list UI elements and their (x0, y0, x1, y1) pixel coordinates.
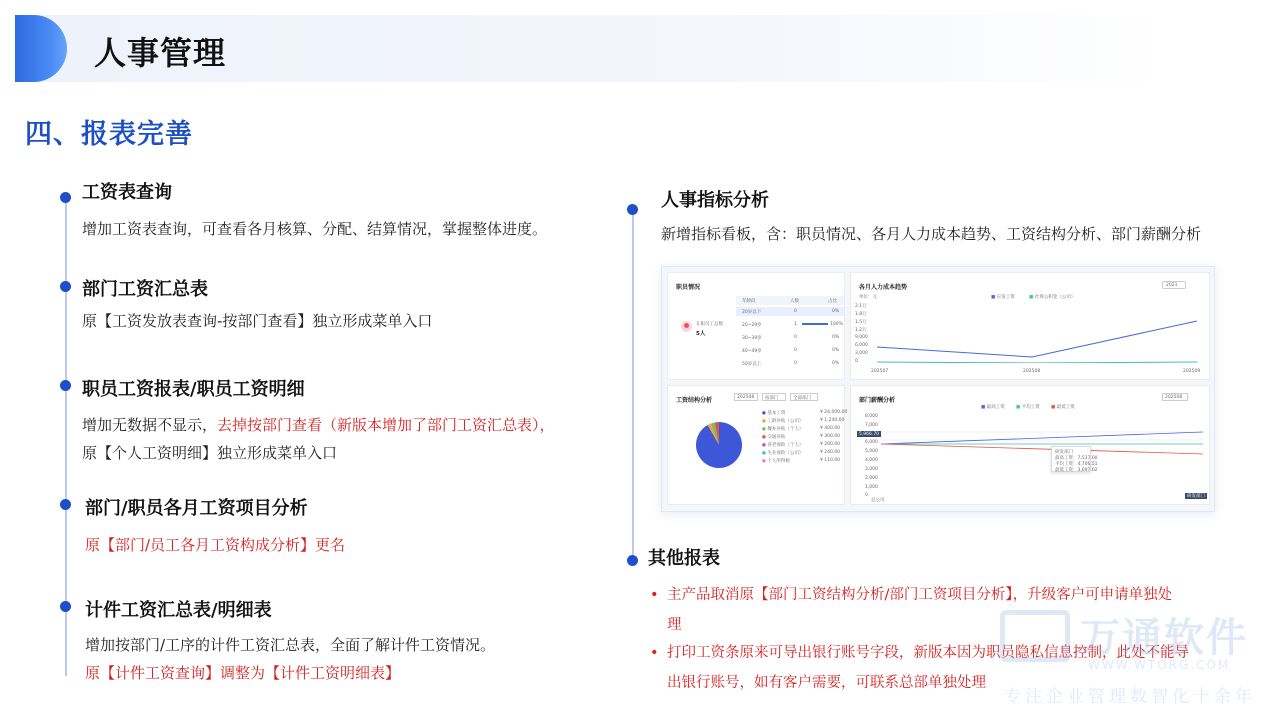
legend-item: ● 餐补补贴（个人） ¥ 400.00 (762, 426, 841, 432)
other-bullet-1: 主产品取消原【部门工资结构分析/部门工资项目分析】，升级客户可申请单独处 理 (667, 587, 1173, 633)
item-text-staff-report-line2: 原【个人工资明细】独立形成菜单入口 (82, 444, 338, 462)
user-icon (681, 321, 692, 332)
legend-item: ● 失业保险（公司） ¥ 240.00 (762, 450, 841, 456)
legend-item: ● 基本工资 ¥ 24,000.00 (762, 410, 848, 416)
legend-item: ■ 最低工资 (1051, 405, 1075, 410)
item-text-dept-summary: 原【工资发放表查询-按部门查看】独立形成菜单入口 (82, 312, 433, 330)
col-header: 人数 (790, 299, 799, 304)
item-title-kpi: 人事指标分析 (661, 190, 769, 211)
other-bullet-2: 打印工资条原来可导出银行账号字段，新版本因为职员隐私信息控制，此处不能导 出银行账号，如有客户需要，可联系总部单独处理 (667, 645, 1189, 691)
legend-item: ■ 应发工资 (991, 295, 1015, 300)
panel-dept-pay-title: 部门薪酬分析 (859, 397, 896, 404)
y-tick: 2.1万 (855, 304, 867, 309)
y-tick: 4,000 (865, 458, 878, 463)
item-text-salary-query: 增加工资表查询，可查看各月核算、分配、结算情况，掌握整体进度。 (82, 220, 548, 238)
y-tick: 8,000 (865, 414, 878, 419)
y-tick: 1.2万 (855, 328, 867, 333)
year-select[interactable]: 2021 (1162, 281, 1186, 289)
dept-select[interactable]: 全部部门 (790, 393, 818, 401)
timeline-dot (60, 380, 71, 391)
timeline-dot (60, 192, 71, 203)
dept-pay-lines (881, 416, 1203, 496)
item-title-dept-summary: 部门工资汇总表 (82, 279, 208, 300)
y-tick: 3,000 (865, 467, 878, 472)
timeline-dot (627, 555, 638, 566)
timeline-dot (60, 601, 71, 612)
y-tick: 6,000 (855, 343, 868, 348)
legend-item: ● 个人所得税 ¥ 110.00 (762, 458, 841, 464)
table-row[interactable]: 20岁以下 0 0% (736, 307, 844, 316)
item-title-salary-query: 工资表查询 (82, 182, 172, 203)
timeline-line-right (632, 210, 634, 560)
x-tick: 202509 (1183, 369, 1201, 374)
y-tick: 1.5万 (855, 320, 867, 325)
table-row[interactable]: 40~49岁 0 0% (742, 348, 840, 354)
table-header (736, 296, 844, 305)
period-select[interactable]: 202508 (734, 393, 758, 401)
group-select[interactable]: 按部门 (762, 393, 786, 401)
y-tick: 1.8万 (855, 312, 867, 317)
table-row[interactable]: 20~29岁 1 100% (742, 322, 843, 328)
y-tick: 2,000 (865, 476, 878, 481)
x-tick: 202508 (1023, 369, 1041, 374)
item-text-staff-report-line1: 增加无数据不显示，去掉按部门查看（新版本增加了部门工资汇总表）， (82, 416, 555, 434)
table-row[interactable]: 30~39岁 0 0% (742, 335, 840, 341)
y-tick: 7,000 (865, 423, 878, 428)
y-tick: 6,000 (865, 440, 878, 445)
item-title-other-reports: 其他报表 (648, 548, 720, 569)
y-tick: 1,000 (865, 485, 878, 490)
table-row[interactable]: 50岁以上 0 0% (742, 361, 840, 367)
watermark-slogan: 专注企业管理数智化十余年 (1004, 687, 1256, 707)
share-bar (802, 323, 828, 325)
legend-item: ■ 平均工资 (1016, 405, 1040, 410)
brand-logo-icon (1000, 610, 1070, 662)
y-marker: 5,966.70 (859, 432, 880, 437)
item-title-piecework: 计件工资汇总表/明细表 (85, 600, 272, 621)
page-title: 人事管理 (94, 34, 227, 72)
col-header: 年龄段 (742, 299, 756, 304)
watermark (1000, 600, 1265, 710)
y-tick: 3,000 (855, 351, 868, 356)
legend-item: ● 工龄补贴（公司） ¥ 1,240.00 (762, 418, 845, 424)
y-tick: 0 (865, 493, 868, 498)
item-text-piecework-line1: 增加按部门/工序的计件工资汇总表，全面了解计件工资情况。 (85, 636, 496, 654)
panel-structure-title: 工资结构分析 (676, 397, 713, 404)
y-tick: 0 (855, 359, 858, 364)
y-tick: 5,000 (865, 449, 878, 454)
staff-count: 5人 (696, 331, 706, 337)
legend-item: ● 交通补贴 ¥ 300.00 (762, 434, 841, 440)
watermark-url: WWW.WTORG.COM (1088, 658, 1231, 672)
panel-dept-pay (850, 385, 1210, 505)
watermark-brand: 万通软件 (1080, 615, 1248, 661)
bullet-marker: • (650, 587, 659, 603)
panel-staff (667, 272, 845, 380)
period-select[interactable]: 202508 (1162, 393, 1188, 401)
item-text-monthly-analysis: 原【部门/员工各月工资构成分析】更名 (85, 536, 346, 554)
timeline-dot (627, 204, 638, 215)
panel-cost-trend (850, 272, 1210, 380)
x-tick: 202507 (871, 369, 889, 374)
bullet-marker: • (650, 645, 659, 661)
item-title-staff-report: 职员工资报表/职员工资明细 (82, 379, 305, 400)
tooltip: 研发部门 最高工资：7,537.00 平均工资：4,706.51 最低工资：3,697.02 (1051, 446, 1091, 472)
item-text-piecework-line2: 原【计件工资查询】调整为【计件工资明细表】 (85, 664, 401, 682)
y-tick: 9,000 (855, 335, 868, 340)
x-tick: 总公司 (871, 498, 885, 503)
section-title: 四、报表完善 (25, 119, 193, 150)
col-header: 占比 (828, 299, 837, 304)
kpi-dashboard-preview (661, 266, 1215, 512)
legend-item: ● 养老保险（个人） ¥ 200.00 (762, 442, 841, 448)
panel-cost-trend-title: 各月人力成本趋势 (859, 284, 908, 291)
unit-label: 单位：元 (859, 295, 877, 300)
timeline-dot (60, 281, 71, 292)
panel-salary-structure (667, 385, 848, 505)
dept-button[interactable]: 研发部门 (1187, 494, 1205, 499)
staff-count-label: 在职员工总数 (696, 322, 723, 327)
legend-item: ■ 最高工资 (981, 405, 1005, 410)
item-text-kpi: 新增指标看板，含：职员情况、各月人力成本趋势、工资结构分析、部门薪酬分析 (661, 225, 1202, 243)
timeline-dot (60, 499, 71, 510)
cost-trend-lines (877, 305, 1203, 363)
legend-item: ■ 社保公积金（公司） (1029, 295, 1076, 300)
item-title-monthly-analysis: 部门/职员各月工资项目分析 (85, 498, 308, 519)
salary-pie (696, 422, 742, 468)
panel-staff-title: 职员情况 (676, 284, 701, 291)
